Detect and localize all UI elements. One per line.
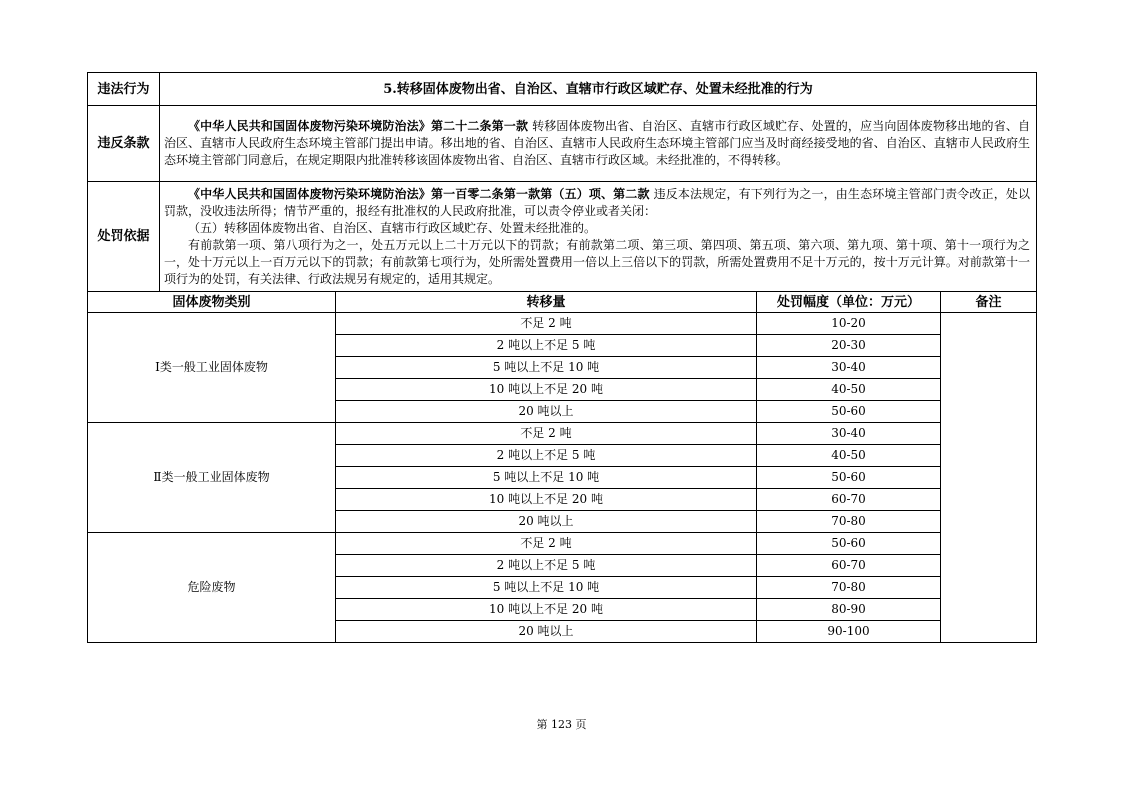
transfer-amount: 10 吨以上不足 20 吨: [336, 489, 757, 511]
column-header-penalty: 处罚幅度（单位：万元）: [757, 292, 941, 313]
transfer-amount: 20 吨以上: [336, 621, 757, 643]
waste-category: Ⅰ类一般工业固体废物: [88, 313, 336, 423]
penalty-range: 50-60: [757, 533, 941, 555]
transfer-amount: 不足 2 吨: [336, 423, 757, 445]
penalty-range: 30-40: [757, 357, 941, 379]
penalty-basis-content: [160, 182, 1037, 292]
penalty-basis-item5: （五）转移固体废物出省、自治区、直辖市行政区域贮存、处置未经批准的。: [188, 220, 597, 235]
transfer-amount: 2 吨以上不足 5 吨: [336, 445, 757, 467]
penalty-table: [87, 72, 1037, 643]
violated-clause-label: 违反条款: [88, 106, 160, 182]
transfer-amount: 2 吨以上不足 5 吨: [336, 335, 757, 357]
penalty-range: 90-100: [757, 621, 941, 643]
violation-label: 违法行为: [88, 73, 160, 106]
transfer-amount: 20 吨以上: [336, 511, 757, 533]
penalty-range: 70-80: [757, 511, 941, 533]
transfer-amount: 20 吨以上: [336, 401, 757, 423]
waste-category: Ⅱ类一般工业固体废物: [88, 423, 336, 533]
penalty-range: 50-60: [757, 401, 941, 423]
table-row: [88, 423, 1037, 445]
penalty-range: 40-50: [757, 445, 941, 467]
note-cell: [941, 313, 1037, 643]
penalty-basis-text: 违反本法规定，有下列行为之一，由生态环境主管部门责令改正，处以罚款，没收违法所得；情节严重的，报经有批准权的人民政府批准，可以责令停业或者关闭：: [164, 186, 1030, 218]
violated-clause-text: 转移固体废物出省、自治区、直辖市行政区域贮存、处置的，应当向固体废物移出地的省、自治区、直辖市人民政府生态环境主管部门提出申请。移出地的省、自治区、直辖市人民政府生态环境主管部门应当及时商经接受地的省、自治区、直辖市人民政府生态环境主管部门同意后，在规定期限内批准转移该固体废物出省、自治区、直辖市行政区域。未经批准的，不得转移。: [164, 119, 1031, 167]
table-row: [88, 533, 1037, 555]
penalty-range: 30-40: [757, 423, 941, 445]
violated-clause-content: [160, 106, 1037, 182]
transfer-amount: 10 吨以上不足 20 吨: [336, 599, 757, 621]
transfer-amount: 5 吨以上不足 10 吨: [336, 467, 757, 489]
penalty-basis-label: 处罚依据: [88, 182, 160, 292]
transfer-amount: 不足 2 吨: [336, 533, 757, 555]
penalty-range: 20-30: [757, 335, 941, 357]
violation-title: 5.转移固体废物出省、自治区、直辖市行政区域贮存、处置未经批准的行为: [160, 73, 1037, 106]
penalty-range: 60-70: [757, 555, 941, 577]
transfer-amount: 不足 2 吨: [336, 313, 757, 335]
violated-clause-law: 《中华人民共和国固体废物污染环境防治法》第二十二条第一款: [188, 119, 529, 133]
transfer-amount: 5 吨以上不足 10 吨: [336, 577, 757, 599]
transfer-amount: 2 吨以上不足 5 吨: [336, 555, 757, 577]
transfer-amount: 10 吨以上不足 20 吨: [336, 379, 757, 401]
column-header-amount: 转移量: [336, 292, 757, 313]
penalty-range: 70-80: [757, 577, 941, 599]
penalty-range: 40-50: [757, 379, 941, 401]
penalty-range: 10-20: [757, 313, 941, 335]
column-header-note: 备注: [941, 292, 1037, 313]
column-header-category: 固体废物类别: [88, 292, 336, 313]
penalty-range: 50-60: [757, 467, 941, 489]
table-row: [88, 313, 1037, 335]
penalty-range: 60-70: [757, 489, 941, 511]
penalty-range: 80-90: [757, 599, 941, 621]
transfer-amount: 5 吨以上不足 10 吨: [336, 357, 757, 379]
waste-category: 危险废物: [88, 533, 336, 643]
penalty-basis-law: 《中华人民共和国固体废物污染环境防治法》第一百零二条第一款第（五）项、第二款: [188, 186, 650, 201]
page-number: 第 123 页: [536, 718, 587, 731]
penalty-basis-para2: 有前款第一项、第八项行为之一，处五万元以上二十万元以下的罚款；有前款第二项、第三项、第四项、第五项、第六项、第九项、第十项、第十一项行为之一，处十万元以上一百万元以下的罚款；有前款第七项行为，处所需处置费用一倍以上三倍以下的罚款，所需处置费用不足十万元的，按十万元计算。对前款第十一项行为的处罚，有关法律、行政法规另有规定的，适用其规定。: [164, 237, 1031, 286]
